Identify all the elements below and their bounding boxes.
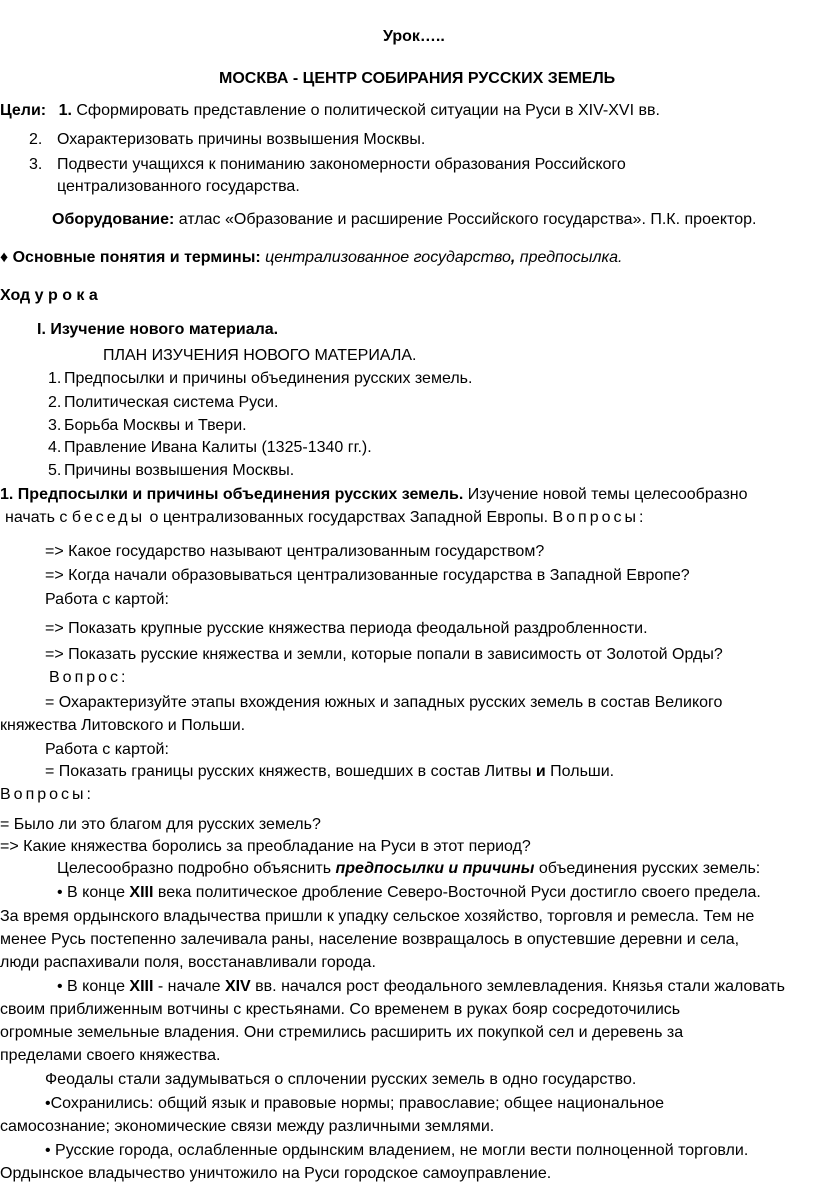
map-task: => Показать крупные русские княжества периода феодальной раздробленности. [45,620,648,637]
question-label: Вопрос: [49,669,129,686]
map-task: = Показать границы русских княжеств, вошедших в состав Литвы и Польши. [45,763,615,780]
bullet-4: • Русские города, ослабленные ордынским владением, не могли вести полноценной торговли. [45,1142,749,1159]
question: = Было ли это благом для русских земель? [0,816,321,833]
bullet-1-line: За время ордынского владычества пришли к упадку сельское хозяйство, торговля и ремесла. Тем не [0,908,755,925]
bullet-3: •Сохранились: общий язык и правовые нормы; православие; общее национальное [45,1095,665,1112]
map-work-label: Работа с картой: [45,591,169,608]
plan-title: ПЛАН ИЗУЧЕНИЯ НОВОГО МАТЕРИАЛА. [103,347,417,364]
document-title: МОСКВА - ЦЕНТР СОБИРАНИЯ РУССКИХ ЗЕМЕЛЬ [219,70,616,87]
concepts-label: ♦ Основные понятия и термины: [0,249,261,266]
goal-2: 2. Охарактеризовать причины возвышения Москвы. [29,131,426,148]
map-work-label: Работа с картой: [45,741,169,758]
bullet-1-line: менее Русь постепенно залечивала раны, население возвращалось в опустевшие деревни и села, [0,931,740,948]
question: = Охарактеризуйте этапы вхождения южных и западных русских земель в состав Великого [45,694,723,711]
paragraph-3: Феодалы стали задумываться о сплочении русских земель в одно государство. [45,1071,637,1088]
plan-item: 4. Правление Ивана Калиты (1325-1340 гг.). [48,439,372,456]
paragraph-1: 1. Предпосылки и причины объединения русских земель. Изучение новой темы целесообразно [0,486,748,503]
plan-item: 2. Политическая система Руси. [48,394,279,411]
paragraph-1-line-2: начать с беседы о централизованных государствах Западной Европы. Вопросы: [5,509,647,526]
goal-3-continued: централизованного государства. [57,178,300,195]
question: => Какие княжества боролись за преобладание на Руси в этот период? [0,838,531,855]
goal-3: 3. Подвести учащихся к пониманию закономерности образования Российского [29,156,626,173]
lesson-flow-heading: Ход у р о к а [0,287,98,304]
plan-item: 1. Предпосылки и причины объединения русских земель. [48,370,473,387]
bullet-4-line: Ордынское владычество уничтожило на Руси городское самоуправление. [0,1165,552,1182]
question-continued: княжества Литовского и Польши. [0,717,246,734]
goals-label: Цели: [0,102,47,119]
plan-item: 3. Борьба Москвы и Твери. [48,417,247,434]
equipment-label: Оборудование: [52,211,175,228]
questions-label: Вопросы: [0,786,94,803]
bullet-3-line: самосознание; экономические связи между различными землями. [0,1118,495,1135]
plan-item: 5. Причины возвышения Москвы. [48,462,295,479]
section-heading: I. Изучение нового материала. [37,321,279,338]
paragraph-2: Целесообразно подробно объяснить предпосылки и причины объединения русских земель: [57,860,761,877]
bullet-2-line: огромные земельные владения. Они стремились расширить их покупкой сел и деревень за [0,1024,684,1041]
bullet-2-line: пределами своего княжества. [0,1047,221,1064]
question: => Когда начали образовываться централизованные государства в Западной Европе? [45,567,690,584]
equipment: Оборудование: атлас «Образование и расширение Российского государства». П.К. проектор. [52,211,757,228]
concepts: ♦ Основные понятия и термины: централизованное государство, предпосылка. [0,249,623,266]
map-task: => Показать русские княжества и земли, которые попали в зависимость от Золотой Орды? [45,646,723,663]
bullet-2-line: своим приближенным вотчины с крестьянами. Со временем в руках бояр сосредоточились [0,1001,681,1018]
bullet-2: • В конце XIII - начале XIV вв. начался рост феодального землевладения. Князья стали жаловать [57,978,785,995]
lesson-label: Урок….. [383,28,445,45]
goal-1: Цели: 1. Сформировать представление о политической ситуации на Руси в XIV-XVI вв. [0,102,660,119]
bullet-1: • В конце XIII века политическое дробление Северо-Восточной Руси достигло своего предела. [57,884,761,901]
bullet-1-line: люди распахивали поля, восстанавливали города. [0,954,376,971]
question: => Какое государство называют централизованным государством? [45,543,545,560]
